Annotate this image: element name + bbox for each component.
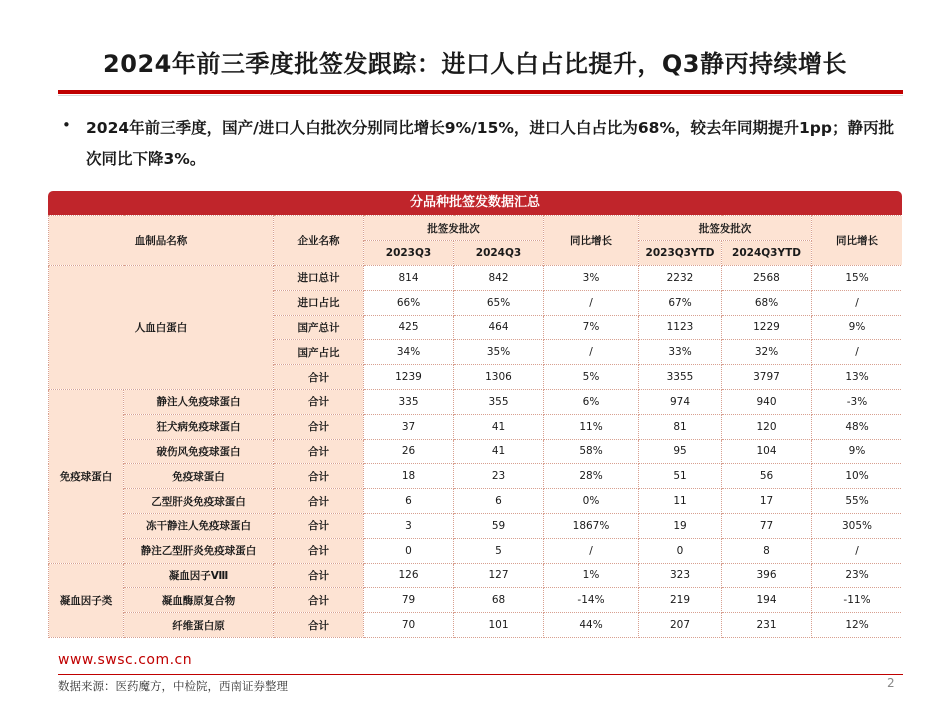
company-cell: 合计 xyxy=(274,513,364,538)
value-2024q3: 101 xyxy=(454,613,544,638)
value-2023q3: 6 xyxy=(364,489,454,514)
value-2023q3: 26 xyxy=(364,439,454,464)
company-cell: 合计 xyxy=(274,389,364,414)
header-batch-ytd: 批签发批次 xyxy=(639,216,812,241)
value-2023q3ytd: 219 xyxy=(639,588,722,613)
company-cell: 合计 xyxy=(274,439,364,464)
data-table-container xyxy=(48,191,902,642)
header-2023q3: 2023Q3 xyxy=(364,241,454,266)
category-coagulation: 凝血因子类 xyxy=(49,563,124,637)
value-yoy-quarter: 28% xyxy=(544,464,639,489)
product-name: 免疫球蛋白 xyxy=(124,464,274,489)
header-2023q3ytd: 2023Q3YTD xyxy=(639,241,722,266)
value-2024q3: 127 xyxy=(454,563,544,588)
title-divider xyxy=(58,90,903,94)
table-row xyxy=(49,613,903,638)
value-2023q3: 37 xyxy=(364,414,454,439)
value-2023q3: 0 xyxy=(364,538,454,563)
value-2023q3ytd: 67% xyxy=(639,290,722,315)
value-2024q3: 59 xyxy=(454,513,544,538)
table-row xyxy=(49,588,903,613)
table-row xyxy=(49,464,903,489)
data-table xyxy=(48,215,902,638)
value-2024q3ytd: 396 xyxy=(722,563,812,588)
value-yoy-quarter: 11% xyxy=(544,414,639,439)
value-2024q3ytd: 32% xyxy=(722,340,812,365)
header-company: 企业名称 xyxy=(274,216,364,266)
value-yoy-quarter: / xyxy=(544,340,639,365)
value-2024q3ytd: 120 xyxy=(722,414,812,439)
header-batch-quarter: 批签发批次 xyxy=(364,216,544,241)
value-yoy-quarter: 5% xyxy=(544,365,639,390)
value-2023q3: 3 xyxy=(364,513,454,538)
value-2024q3ytd: 77 xyxy=(722,513,812,538)
value-yoy-ytd: 55% xyxy=(812,489,903,514)
value-2024q3ytd: 104 xyxy=(722,439,812,464)
value-yoy-quarter: 44% xyxy=(544,613,639,638)
company-cell: 合计 xyxy=(274,613,364,638)
value-yoy-ytd: 9% xyxy=(812,315,903,340)
value-2023q3ytd: 51 xyxy=(639,464,722,489)
value-2024q3: 68 xyxy=(454,588,544,613)
value-2024q3ytd: 940 xyxy=(722,389,812,414)
value-yoy-ytd: / xyxy=(812,538,903,563)
value-yoy-ytd: 9% xyxy=(812,439,903,464)
value-yoy-quarter: 1% xyxy=(544,563,639,588)
table-row xyxy=(49,414,903,439)
coagulation-section xyxy=(49,563,903,637)
page-number: 2 xyxy=(887,676,895,690)
product-name: 乙型肝炎免疫球蛋白 xyxy=(124,489,274,514)
value-2023q3ytd: 0 xyxy=(639,538,722,563)
header-yoy-ytd: 同比增长 xyxy=(812,216,903,266)
value-yoy-ytd: 23% xyxy=(812,563,903,588)
value-2023q3ytd: 19 xyxy=(639,513,722,538)
value-2024q3ytd: 56 xyxy=(722,464,812,489)
value-yoy-ytd: -3% xyxy=(812,389,903,414)
value-2024q3ytd: 1229 xyxy=(722,315,812,340)
header-2024q3ytd: 2024Q3YTD xyxy=(722,241,812,266)
value-2023q3: 79 xyxy=(364,588,454,613)
value-2023q3ytd: 207 xyxy=(639,613,722,638)
value-2024q3ytd: 8 xyxy=(722,538,812,563)
value-2023q3ytd: 95 xyxy=(639,439,722,464)
value-yoy-quarter: / xyxy=(544,538,639,563)
value-2023q3ytd: 3355 xyxy=(639,365,722,390)
value-2024q3ytd: 17 xyxy=(722,489,812,514)
product-name: 凝血因子Ⅷ xyxy=(124,563,274,588)
value-2024q3: 6 xyxy=(454,489,544,514)
company-cell: 进口总计 xyxy=(274,266,364,291)
footer-url: www.swsc.com.cn xyxy=(58,652,193,668)
table-row xyxy=(49,439,903,464)
table-row xyxy=(49,513,903,538)
value-yoy-quarter: 1867% xyxy=(544,513,639,538)
company-cell: 合计 xyxy=(274,464,364,489)
product-name: 狂犬病免疫球蛋白 xyxy=(124,414,274,439)
value-2023q3ytd: 323 xyxy=(639,563,722,588)
value-2023q3: 34% xyxy=(364,340,454,365)
value-2024q3: 842 xyxy=(454,266,544,291)
header-product: 血制品名称 xyxy=(49,216,274,266)
product-name: 冻干静注人免疫球蛋白 xyxy=(124,513,274,538)
value-2024q3: 464 xyxy=(454,315,544,340)
company-cell: 合计 xyxy=(274,563,364,588)
company-cell: 进口占比 xyxy=(274,290,364,315)
table-row xyxy=(49,563,903,588)
footer-source: 数据来源：医药魔方，中检院，西南证券整理 xyxy=(58,679,288,693)
company-cell: 合计 xyxy=(274,365,364,390)
product-name: 纤维蛋白原 xyxy=(124,613,274,638)
value-2024q3ytd: 2568 xyxy=(722,266,812,291)
page-title: 2024年前三季度批签发跟踪：进口人白占比提升，Q3静丙持续增长 xyxy=(103,50,847,78)
value-2023q3: 70 xyxy=(364,613,454,638)
company-cell: 国产总计 xyxy=(274,315,364,340)
value-2023q3: 126 xyxy=(364,563,454,588)
table-row xyxy=(49,489,903,514)
value-2024q3ytd: 231 xyxy=(722,613,812,638)
value-yoy-quarter: 58% xyxy=(544,439,639,464)
header-2024q3: 2024Q3 xyxy=(454,241,544,266)
value-2023q3ytd: 2232 xyxy=(639,266,722,291)
value-2023q3: 814 xyxy=(364,266,454,291)
value-yoy-ytd: / xyxy=(812,340,903,365)
value-2023q3ytd: 1123 xyxy=(639,315,722,340)
value-yoy-ytd: 13% xyxy=(812,365,903,390)
value-yoy-quarter: -14% xyxy=(544,588,639,613)
company-cell: 合计 xyxy=(274,489,364,514)
albumin-section xyxy=(49,266,903,390)
value-2023q3ytd: 81 xyxy=(639,414,722,439)
table-row xyxy=(49,538,903,563)
company-cell: 国产占比 xyxy=(274,340,364,365)
table-title: 分品种批签发数据汇总 xyxy=(48,191,902,215)
value-2023q3ytd: 11 xyxy=(639,489,722,514)
value-yoy-ytd: 15% xyxy=(812,266,903,291)
header-yoy-quarter: 同比增长 xyxy=(544,216,639,266)
value-2024q3ytd: 194 xyxy=(722,588,812,613)
value-2023q3: 335 xyxy=(364,389,454,414)
company-cell: 合计 xyxy=(274,414,364,439)
value-2024q3: 1306 xyxy=(454,365,544,390)
product-name: 静注乙型肝炎免疫球蛋白 xyxy=(124,538,274,563)
value-yoy-quarter: 0% xyxy=(544,489,639,514)
value-yoy-ytd: 48% xyxy=(812,414,903,439)
value-yoy-ytd: 10% xyxy=(812,464,903,489)
value-yoy-ytd: 12% xyxy=(812,613,903,638)
value-2023q3ytd: 33% xyxy=(639,340,722,365)
value-2023q3: 66% xyxy=(364,290,454,315)
value-yoy-quarter: 6% xyxy=(544,389,639,414)
product-name: 凝血酶原复合物 xyxy=(124,588,274,613)
table-row xyxy=(49,266,903,291)
value-2024q3ytd: 3797 xyxy=(722,365,812,390)
value-2024q3: 41 xyxy=(454,439,544,464)
value-yoy-ytd: 305% xyxy=(812,513,903,538)
product-name: 静注人免疫球蛋白 xyxy=(124,389,274,414)
table-row xyxy=(49,389,903,414)
value-2024q3ytd: 68% xyxy=(722,290,812,315)
immunoglobulin-section xyxy=(49,389,903,563)
value-2024q3: 41 xyxy=(454,414,544,439)
value-2024q3: 355 xyxy=(454,389,544,414)
company-cell: 合计 xyxy=(274,538,364,563)
value-2024q3: 23 xyxy=(454,464,544,489)
value-2023q3: 18 xyxy=(364,464,454,489)
value-yoy-ytd: -11% xyxy=(812,588,903,613)
summary-bullet: 2024年前三季度，国产/进口人白批次分别同比增长9%/15%，进口人白占比为68%，较去年同期提升1pp；静丙批次同比下降3%。 xyxy=(86,119,894,168)
value-yoy-quarter: / xyxy=(544,290,639,315)
value-2024q3: 5 xyxy=(454,538,544,563)
value-yoy-ytd: / xyxy=(812,290,903,315)
company-cell: 合计 xyxy=(274,588,364,613)
category-albumin: 人血白蛋白 xyxy=(49,266,274,390)
value-2023q3: 425 xyxy=(364,315,454,340)
bullet-icon: • xyxy=(62,116,71,134)
category-immunoglobulin: 免疫球蛋白 xyxy=(49,389,124,563)
value-2024q3: 65% xyxy=(454,290,544,315)
value-yoy-quarter: 7% xyxy=(544,315,639,340)
footer-divider xyxy=(58,674,903,675)
value-2023q3: 1239 xyxy=(364,365,454,390)
value-yoy-quarter: 3% xyxy=(544,266,639,291)
value-2024q3: 35% xyxy=(454,340,544,365)
title-divider-thin xyxy=(58,95,903,96)
value-2023q3ytd: 974 xyxy=(639,389,722,414)
product-name: 破伤风免疫球蛋白 xyxy=(124,439,274,464)
